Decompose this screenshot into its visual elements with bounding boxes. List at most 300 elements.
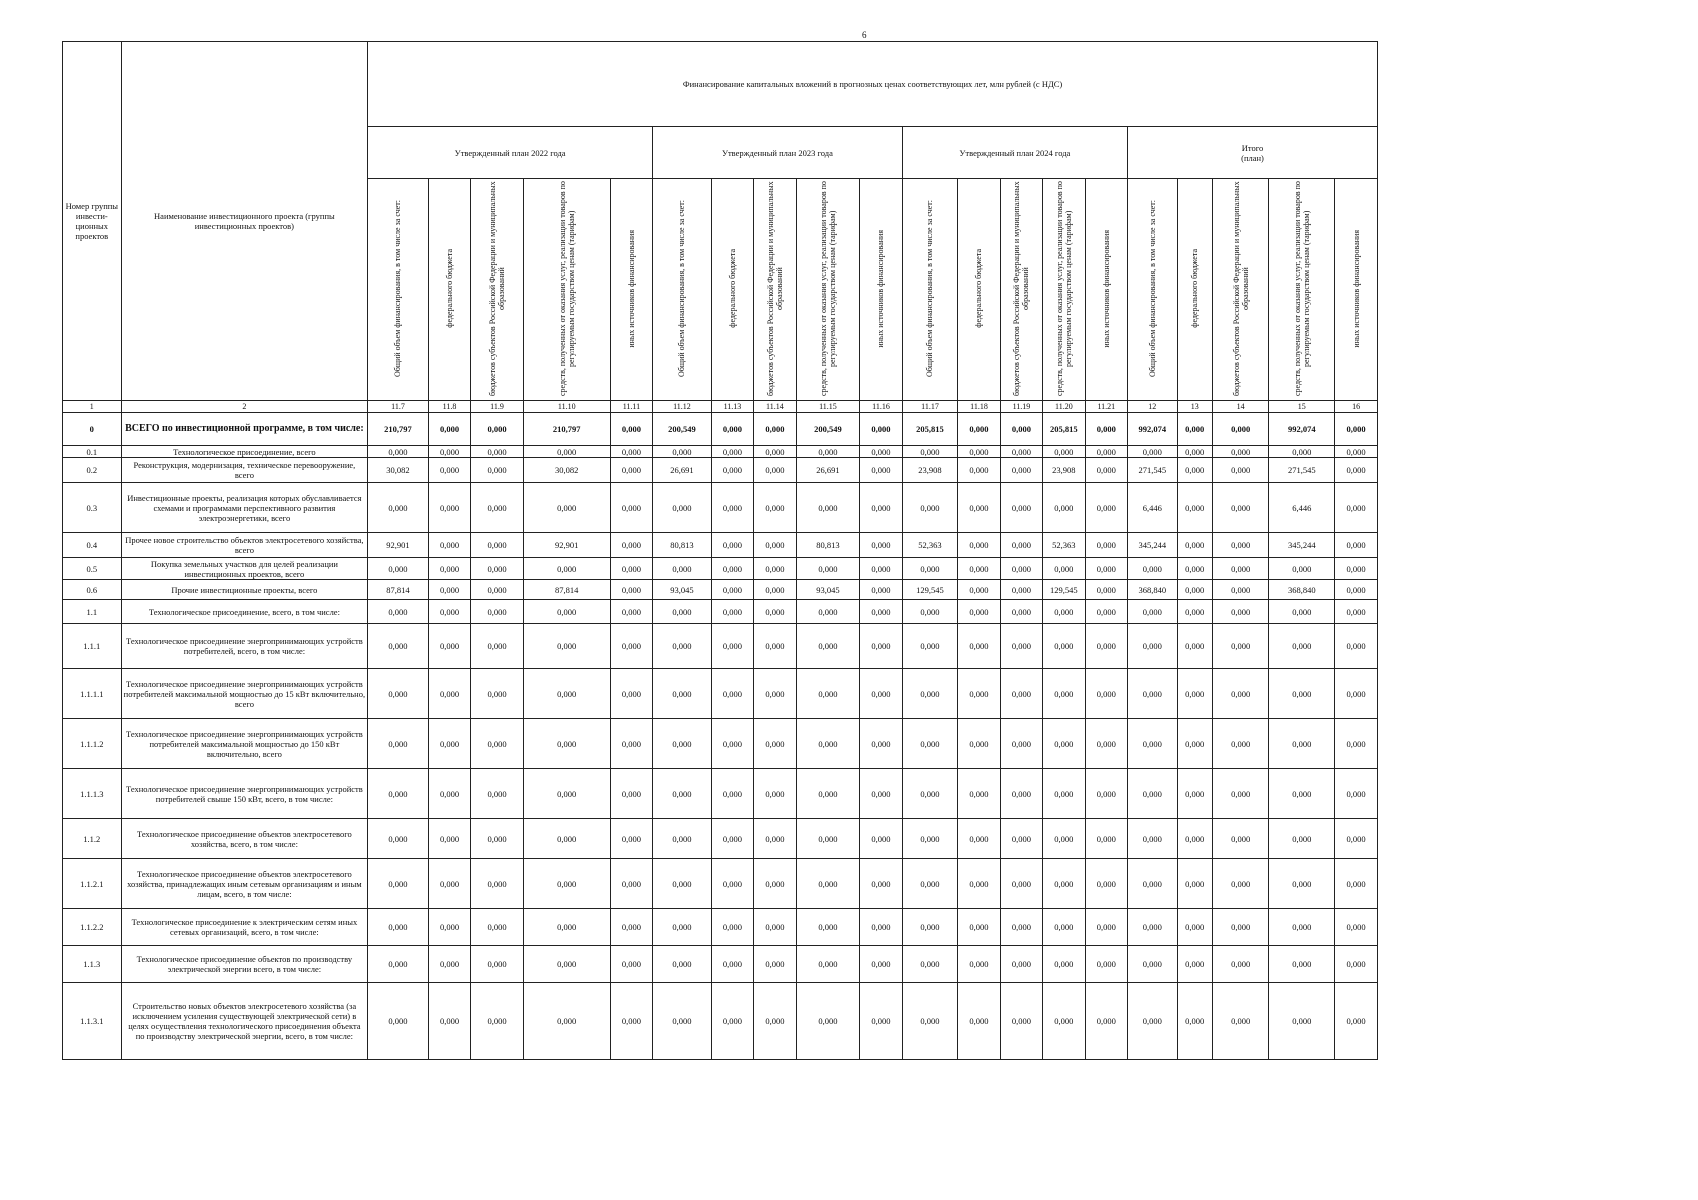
row-value: 0,000 bbox=[653, 983, 712, 1060]
row-value: 0,000 bbox=[1085, 946, 1127, 983]
row-value: 0,000 bbox=[610, 769, 652, 819]
row-value: 0,000 bbox=[902, 769, 958, 819]
row-value: 0,000 bbox=[428, 458, 470, 483]
row-value: 0,000 bbox=[1269, 624, 1335, 669]
row-value: 0,000 bbox=[610, 859, 652, 909]
row-value: 0,000 bbox=[610, 719, 652, 769]
row-value: 0,000 bbox=[1335, 669, 1378, 719]
row-value: 0,000 bbox=[902, 446, 958, 458]
row-code: 1.1.1.3 bbox=[63, 769, 122, 819]
row-value: 0,000 bbox=[1335, 483, 1378, 533]
row-value: 0,000 bbox=[1085, 983, 1127, 1060]
row-code: 1.1.2.2 bbox=[63, 909, 122, 946]
table-body bbox=[63, 413, 1378, 1060]
row-value: 0,000 bbox=[653, 669, 712, 719]
row-project-name: Технологическое присоединение объектов электросетевого хозяйства, всего, в том числе: bbox=[121, 819, 368, 859]
row-value: 0,000 bbox=[711, 624, 753, 669]
row-value: 0,000 bbox=[796, 946, 860, 983]
row-value: 0,000 bbox=[428, 413, 470, 446]
row-value: 0,000 bbox=[1212, 446, 1269, 458]
column-number: 11.17 bbox=[902, 401, 958, 413]
row-value: 0,000 bbox=[754, 769, 796, 819]
row-value: 0,000 bbox=[1335, 719, 1378, 769]
row-value: 0,000 bbox=[958, 859, 1000, 909]
row-value: 0,000 bbox=[754, 669, 796, 719]
row-value: 0,000 bbox=[754, 413, 796, 446]
table-row bbox=[63, 580, 1378, 600]
row-value: 52,363 bbox=[902, 533, 958, 558]
row-value: 0,000 bbox=[1000, 983, 1042, 1060]
row-code: 1.1.2.1 bbox=[63, 859, 122, 909]
row-value: 0,000 bbox=[1177, 624, 1212, 669]
row-value: 0,000 bbox=[1085, 909, 1127, 946]
row-value: 0,000 bbox=[1335, 580, 1378, 600]
row-value: 0,000 bbox=[1177, 533, 1212, 558]
row-value: 92,901 bbox=[368, 533, 429, 558]
column-number: 11.19 bbox=[1000, 401, 1042, 413]
row-value: 0,000 bbox=[1085, 413, 1127, 446]
row-value: 0,000 bbox=[368, 669, 429, 719]
financing-title: Финансирование капитальных вложений в прогнозных ценах соответствующих лет, млн рублей (с НДС) bbox=[368, 42, 1378, 127]
row-value: 0,000 bbox=[471, 558, 524, 580]
row-value: 0,000 bbox=[1335, 983, 1378, 1060]
row-value: 0,000 bbox=[471, 600, 524, 624]
row-value: 0,000 bbox=[902, 558, 958, 580]
row-value: 0,000 bbox=[428, 819, 470, 859]
header-row-financing bbox=[63, 42, 1378, 127]
row-value: 271,545 bbox=[1128, 458, 1178, 483]
row-value: 0,000 bbox=[1085, 624, 1127, 669]
subcolumn-header bbox=[428, 179, 470, 401]
row-value: 0,000 bbox=[1212, 819, 1269, 859]
subcolumn-header bbox=[902, 179, 958, 401]
row-value: 0,000 bbox=[754, 580, 796, 600]
row-value: 0,000 bbox=[1335, 558, 1378, 580]
row-value: 0,000 bbox=[958, 769, 1000, 819]
row-value: 0,000 bbox=[1000, 580, 1042, 600]
row-value: 0,000 bbox=[1000, 819, 1042, 859]
row-value: 0,000 bbox=[711, 458, 753, 483]
subcolumn-header bbox=[653, 179, 712, 401]
column-number: 11.12 bbox=[653, 401, 712, 413]
row-value: 0,000 bbox=[1000, 483, 1042, 533]
row-value: 0,000 bbox=[1085, 719, 1127, 769]
row-value: 0,000 bbox=[1177, 580, 1212, 600]
row-value: 0,000 bbox=[428, 719, 470, 769]
row-value: 0,000 bbox=[471, 719, 524, 769]
row-value: 26,691 bbox=[796, 458, 860, 483]
row-value: 0,000 bbox=[368, 909, 429, 946]
row-value: 0,000 bbox=[1269, 909, 1335, 946]
row-value: 0,000 bbox=[1000, 558, 1042, 580]
row-project-name: Технологическое присоединение, всего bbox=[121, 446, 368, 458]
row-value: 0,000 bbox=[860, 446, 902, 458]
row-code: 0.5 bbox=[63, 558, 122, 580]
row-value: 30,082 bbox=[368, 458, 429, 483]
row-value: 0,000 bbox=[1043, 446, 1085, 458]
row-value: 0,000 bbox=[428, 446, 470, 458]
row-code: 0.3 bbox=[63, 483, 122, 533]
row-value: 93,045 bbox=[653, 580, 712, 600]
table-row bbox=[63, 558, 1378, 580]
row-value: 0,000 bbox=[523, 558, 610, 580]
row-value: 0,000 bbox=[523, 859, 610, 909]
row-value: 0,000 bbox=[754, 558, 796, 580]
row-value: 0,000 bbox=[1000, 769, 1042, 819]
table-row bbox=[63, 719, 1378, 769]
row-code: 0.4 bbox=[63, 533, 122, 558]
table-row bbox=[63, 483, 1378, 533]
row-value: 0,000 bbox=[1212, 533, 1269, 558]
row-value: 0,000 bbox=[754, 719, 796, 769]
row-value: 0,000 bbox=[1085, 533, 1127, 558]
row-value: 0,000 bbox=[1269, 819, 1335, 859]
row-value: 0,000 bbox=[368, 600, 429, 624]
row-value: 0,000 bbox=[711, 983, 753, 1060]
row-value: 0,000 bbox=[471, 983, 524, 1060]
row-value: 0,000 bbox=[958, 580, 1000, 600]
row-value: 0,000 bbox=[958, 483, 1000, 533]
row-value: 0,000 bbox=[711, 558, 753, 580]
row-value: 0,000 bbox=[1128, 946, 1178, 983]
row-value: 0,000 bbox=[860, 483, 902, 533]
row-value: 0,000 bbox=[1177, 819, 1212, 859]
row-value: 0,000 bbox=[1335, 624, 1378, 669]
row-value: 0,000 bbox=[1269, 946, 1335, 983]
row-value: 0,000 bbox=[1128, 600, 1178, 624]
row-value: 0,000 bbox=[958, 558, 1000, 580]
row-value: 0,000 bbox=[1043, 909, 1085, 946]
row-value: 0,000 bbox=[958, 909, 1000, 946]
subcolumn-header bbox=[471, 179, 524, 401]
row-value: 0,000 bbox=[1128, 446, 1178, 458]
row-code: 0.6 bbox=[63, 580, 122, 600]
row-value: 0,000 bbox=[368, 983, 429, 1060]
row-value: 0,000 bbox=[1177, 669, 1212, 719]
row-value: 0,000 bbox=[958, 719, 1000, 769]
row-value: 0,000 bbox=[1128, 669, 1178, 719]
row-value: 0,000 bbox=[1000, 909, 1042, 946]
row-value: 0,000 bbox=[1177, 859, 1212, 909]
row-value: 0,000 bbox=[711, 580, 753, 600]
row-value: 0,000 bbox=[1335, 446, 1378, 458]
row-value: 0,000 bbox=[1177, 483, 1212, 533]
row-value: 0,000 bbox=[958, 624, 1000, 669]
row-value: 0,000 bbox=[754, 859, 796, 909]
row-project-name: Инвестиционные проекты, реализация которых обуславливается схемами и программами перспективного развития электроэнергетики, всего bbox=[121, 483, 368, 533]
row-value: 271,545 bbox=[1269, 458, 1335, 483]
row-value: 0,000 bbox=[1177, 909, 1212, 946]
row-value: 0,000 bbox=[1212, 483, 1269, 533]
row-value: 0,000 bbox=[1335, 458, 1378, 483]
column-number: 1 bbox=[63, 401, 122, 413]
row-value: 345,244 bbox=[1269, 533, 1335, 558]
row-value: 92,901 bbox=[523, 533, 610, 558]
row-project-name: Технологическое присоединение энергопринимающих устройств потребителей максимальной мощностью до 15 кВт включительно, всего bbox=[121, 669, 368, 719]
row-project-name: Покупка земельных участков для целей реализации инвестиционных проектов, всего bbox=[121, 558, 368, 580]
column-number: 11.16 bbox=[860, 401, 902, 413]
table-row bbox=[63, 413, 1378, 446]
row-value: 0,000 bbox=[1269, 983, 1335, 1060]
row-value: 0,000 bbox=[1043, 483, 1085, 533]
column-number: 11.7 bbox=[368, 401, 429, 413]
row-value: 0,000 bbox=[1177, 946, 1212, 983]
row-value: 0,000 bbox=[610, 413, 652, 446]
row-value: 0,000 bbox=[1043, 983, 1085, 1060]
row-value: 0,000 bbox=[653, 624, 712, 669]
row-value: 0,000 bbox=[754, 533, 796, 558]
subcolumn-header bbox=[1212, 179, 1269, 401]
row-project-name: Прочее новое строительство объектов электросетевого хозяйства, всего bbox=[121, 533, 368, 558]
row-value: 0,000 bbox=[711, 533, 753, 558]
row-value: 0,000 bbox=[523, 669, 610, 719]
subcolumn-header bbox=[1085, 179, 1127, 401]
row-value: 0,000 bbox=[902, 669, 958, 719]
row-project-name: Прочие инвестиционные проекты, всего bbox=[121, 580, 368, 600]
row-value: 0,000 bbox=[1212, 458, 1269, 483]
column-number: 11.14 bbox=[754, 401, 796, 413]
row-value: 0,000 bbox=[1128, 983, 1178, 1060]
subcolumn-header-label: средств, полученных от оказания услуг, реализации товаров по регулируемым государством ценам (тарифам) bbox=[1054, 181, 1073, 396]
row-value: 0,000 bbox=[754, 946, 796, 983]
row-value: 0,000 bbox=[711, 600, 753, 624]
row-value: 0,000 bbox=[610, 819, 652, 859]
row-value: 0,000 bbox=[428, 669, 470, 719]
row-value: 0,000 bbox=[1128, 819, 1178, 859]
row-value: 0,000 bbox=[471, 669, 524, 719]
row-value: 0,000 bbox=[1335, 909, 1378, 946]
row-value: 0,000 bbox=[1128, 558, 1178, 580]
row-code: 0.1 bbox=[63, 446, 122, 458]
row-project-name: Технологическое присоединение энергопринимающих устройств потребителей свыше 150 кВт, всего, в том числе: bbox=[121, 769, 368, 819]
row-value: 0,000 bbox=[471, 413, 524, 446]
row-value: 0,000 bbox=[1212, 413, 1269, 446]
table-row bbox=[63, 769, 1378, 819]
subcolumn-header-label: Общий объем финансирования, в том числе за счет: bbox=[925, 200, 935, 377]
row-value: 0,000 bbox=[1177, 558, 1212, 580]
row-value: 0,000 bbox=[1212, 624, 1269, 669]
row-value: 210,797 bbox=[368, 413, 429, 446]
row-value: 0,000 bbox=[1177, 769, 1212, 819]
row-value: 0,000 bbox=[610, 446, 652, 458]
row-value: 0,000 bbox=[610, 533, 652, 558]
row-value: 0,000 bbox=[711, 669, 753, 719]
row-value: 129,545 bbox=[1043, 580, 1085, 600]
table-row bbox=[63, 533, 1378, 558]
row-project-name: Технологическое присоединение энергопринимающих устройств потребителей, всего, в том числе: bbox=[121, 624, 368, 669]
column-number: 15 bbox=[1269, 401, 1335, 413]
row-value: 6,446 bbox=[1128, 483, 1178, 533]
row-value: 0,000 bbox=[796, 859, 860, 909]
row-value: 0,000 bbox=[860, 558, 902, 580]
row-value: 0,000 bbox=[471, 859, 524, 909]
column-number: 11.18 bbox=[958, 401, 1000, 413]
row-value: 0,000 bbox=[958, 413, 1000, 446]
row-value: 0,000 bbox=[1269, 446, 1335, 458]
row-value: 0,000 bbox=[653, 946, 712, 983]
subcolumn-header-label: федерального бюджета bbox=[974, 249, 984, 328]
row-project-name: Технологическое присоединение энергопринимающих устройств потребителей максимальной мощностью до 150 кВт включительно, всего bbox=[121, 719, 368, 769]
row-project-name: ВСЕГО по инвестиционной программе, в том числе: bbox=[121, 413, 368, 446]
row-value: 93,045 bbox=[796, 580, 860, 600]
row-value: 0,000 bbox=[902, 719, 958, 769]
row-value: 0,000 bbox=[796, 600, 860, 624]
row-value: 0,000 bbox=[1000, 669, 1042, 719]
row-value: 0,000 bbox=[958, 600, 1000, 624]
table-row bbox=[63, 600, 1378, 624]
row-value: 0,000 bbox=[902, 983, 958, 1060]
row-value: 0,000 bbox=[428, 624, 470, 669]
row-value: 0,000 bbox=[368, 483, 429, 533]
row-value: 0,000 bbox=[368, 446, 429, 458]
row-value: 0,000 bbox=[754, 819, 796, 859]
subcolumn-header bbox=[1043, 179, 1085, 401]
column-number: 11.20 bbox=[1043, 401, 1085, 413]
row-value: 0,000 bbox=[653, 819, 712, 859]
row-value: 0,000 bbox=[1000, 719, 1042, 769]
row-value: 345,244 bbox=[1128, 533, 1178, 558]
row-value: 0,000 bbox=[860, 819, 902, 859]
row-value: 0,000 bbox=[368, 558, 429, 580]
row-value: 0,000 bbox=[754, 458, 796, 483]
row-value: 23,908 bbox=[1043, 458, 1085, 483]
row-value: 0,000 bbox=[653, 446, 712, 458]
subcolumn-header-label: Общий объем финансирования, в том числе за счет: bbox=[393, 200, 403, 377]
row-value: 0,000 bbox=[711, 819, 753, 859]
row-value: 0,000 bbox=[958, 446, 1000, 458]
row-value: 0,000 bbox=[523, 600, 610, 624]
row-value: 0,000 bbox=[368, 859, 429, 909]
subcolumn-header bbox=[368, 179, 429, 401]
subcolumn-header bbox=[1335, 179, 1378, 401]
row-value: 0,000 bbox=[471, 946, 524, 983]
row-code: 1.1.1.2 bbox=[63, 719, 122, 769]
row-value: 0,000 bbox=[1085, 483, 1127, 533]
row-value: 0,000 bbox=[471, 458, 524, 483]
row-value: 0,000 bbox=[958, 946, 1000, 983]
row-project-name: Технологическое присоединение объектов по производству электрической энергии всего, в том числе: bbox=[121, 946, 368, 983]
row-value: 30,082 bbox=[523, 458, 610, 483]
row-value: 0,000 bbox=[754, 600, 796, 624]
row-value: 0,000 bbox=[610, 600, 652, 624]
row-value: 0,000 bbox=[796, 483, 860, 533]
subcolumn-header-label: федерального бюджета bbox=[1190, 249, 1200, 328]
row-project-name: Технологическое присоединение к электрическим сетям иных сетевых организаций, всего, в том числе: bbox=[121, 909, 368, 946]
row-value: 0,000 bbox=[610, 458, 652, 483]
row-value: 992,074 bbox=[1269, 413, 1335, 446]
row-value: 0,000 bbox=[902, 624, 958, 669]
table-row bbox=[63, 819, 1378, 859]
row-value: 0,000 bbox=[902, 600, 958, 624]
subcolumn-header-label: Общий объем финансирования, в том числе за счет: bbox=[677, 200, 687, 377]
row-code: 1.1.3 bbox=[63, 946, 122, 983]
column-number: 11.11 bbox=[610, 401, 652, 413]
subcolumn-header-label: средств, полученных от оказания услуг, реализации товаров по регулируемым государством ценам (тарифам) bbox=[557, 181, 576, 396]
subcolumn-header-label: Общий объем финансирования, в том числе за счет: bbox=[1147, 200, 1157, 377]
row-value: 0,000 bbox=[796, 983, 860, 1060]
row-code: 1.1.2 bbox=[63, 819, 122, 859]
row-value: 0,000 bbox=[1335, 819, 1378, 859]
row-value: 0,000 bbox=[610, 580, 652, 600]
row-value: 0,000 bbox=[1212, 909, 1269, 946]
row-value: 0,000 bbox=[1212, 983, 1269, 1060]
row-value: 0,000 bbox=[653, 719, 712, 769]
period-2023-header: Утвержденный план 2023 года bbox=[653, 127, 903, 179]
subcolumn-header bbox=[523, 179, 610, 401]
row-value: 0,000 bbox=[653, 483, 712, 533]
row-value: 0,000 bbox=[1212, 558, 1269, 580]
row-value: 0,000 bbox=[1269, 719, 1335, 769]
subcolumn-header bbox=[711, 179, 753, 401]
row-value: 0,000 bbox=[1085, 819, 1127, 859]
row-value: 0,000 bbox=[471, 580, 524, 600]
row-value: 0,000 bbox=[1085, 458, 1127, 483]
row-value: 80,813 bbox=[653, 533, 712, 558]
row-value: 368,840 bbox=[1269, 580, 1335, 600]
row-value: 0,000 bbox=[1000, 859, 1042, 909]
row-value: 0,000 bbox=[1043, 859, 1085, 909]
row-value: 0,000 bbox=[958, 819, 1000, 859]
row-value: 0,000 bbox=[860, 719, 902, 769]
row-code: 1.1.3.1 bbox=[63, 983, 122, 1060]
subcolumn-header-label: бюджетов субъектов Российской Федерации и муниципальных образований bbox=[765, 181, 784, 396]
row-value: 0,000 bbox=[796, 558, 860, 580]
subcolumn-header bbox=[1269, 179, 1335, 401]
subcolumn-header-label: иных источников финансирования bbox=[1101, 229, 1111, 348]
row-value: 0,000 bbox=[958, 533, 1000, 558]
row-value: 0,000 bbox=[1212, 769, 1269, 819]
row-value: 0,000 bbox=[428, 859, 470, 909]
row-value: 0,000 bbox=[471, 819, 524, 859]
row-value: 0,000 bbox=[523, 719, 610, 769]
row-value: 0,000 bbox=[428, 580, 470, 600]
row-value: 0,000 bbox=[653, 909, 712, 946]
row-value: 0,000 bbox=[1177, 446, 1212, 458]
row-value: 0,000 bbox=[428, 983, 470, 1060]
row-value: 0,000 bbox=[610, 909, 652, 946]
column-number-row bbox=[63, 401, 1378, 413]
row-code: 1.1 bbox=[63, 600, 122, 624]
row-value: 0,000 bbox=[523, 946, 610, 983]
column-number: 11.9 bbox=[471, 401, 524, 413]
row-value: 0,000 bbox=[1335, 533, 1378, 558]
row-value: 0,000 bbox=[1212, 669, 1269, 719]
row-value: 0,000 bbox=[754, 624, 796, 669]
row-value: 0,000 bbox=[368, 624, 429, 669]
row-value: 0,000 bbox=[471, 909, 524, 946]
row-value: 205,815 bbox=[902, 413, 958, 446]
subcolumn-header-label: иных источников финансирования bbox=[626, 229, 636, 348]
row-project-name: Строительство новых объектов электросетевого хозяйства (за исключением усиления существующей электрической сети) в целях осуществления технологического присоединения объекта по производству электрической энергии, всего, в том числе: bbox=[121, 983, 368, 1060]
subcolumn-header bbox=[860, 179, 902, 401]
table-row bbox=[63, 669, 1378, 719]
row-value: 0,000 bbox=[368, 719, 429, 769]
row-value: 368,840 bbox=[1128, 580, 1178, 600]
table-row bbox=[63, 624, 1378, 669]
row-value: 0,000 bbox=[711, 483, 753, 533]
row-value: 0,000 bbox=[902, 819, 958, 859]
subcolumn-header bbox=[796, 179, 860, 401]
row-value: 0,000 bbox=[471, 533, 524, 558]
column-number: 11.10 bbox=[523, 401, 610, 413]
row-value: 0,000 bbox=[1043, 946, 1085, 983]
subcolumn-header bbox=[1000, 179, 1042, 401]
table-row bbox=[63, 859, 1378, 909]
row-value: 0,000 bbox=[523, 624, 610, 669]
row-value: 0,000 bbox=[653, 859, 712, 909]
row-value: 0,000 bbox=[1128, 624, 1178, 669]
row-value: 0,000 bbox=[1000, 624, 1042, 669]
